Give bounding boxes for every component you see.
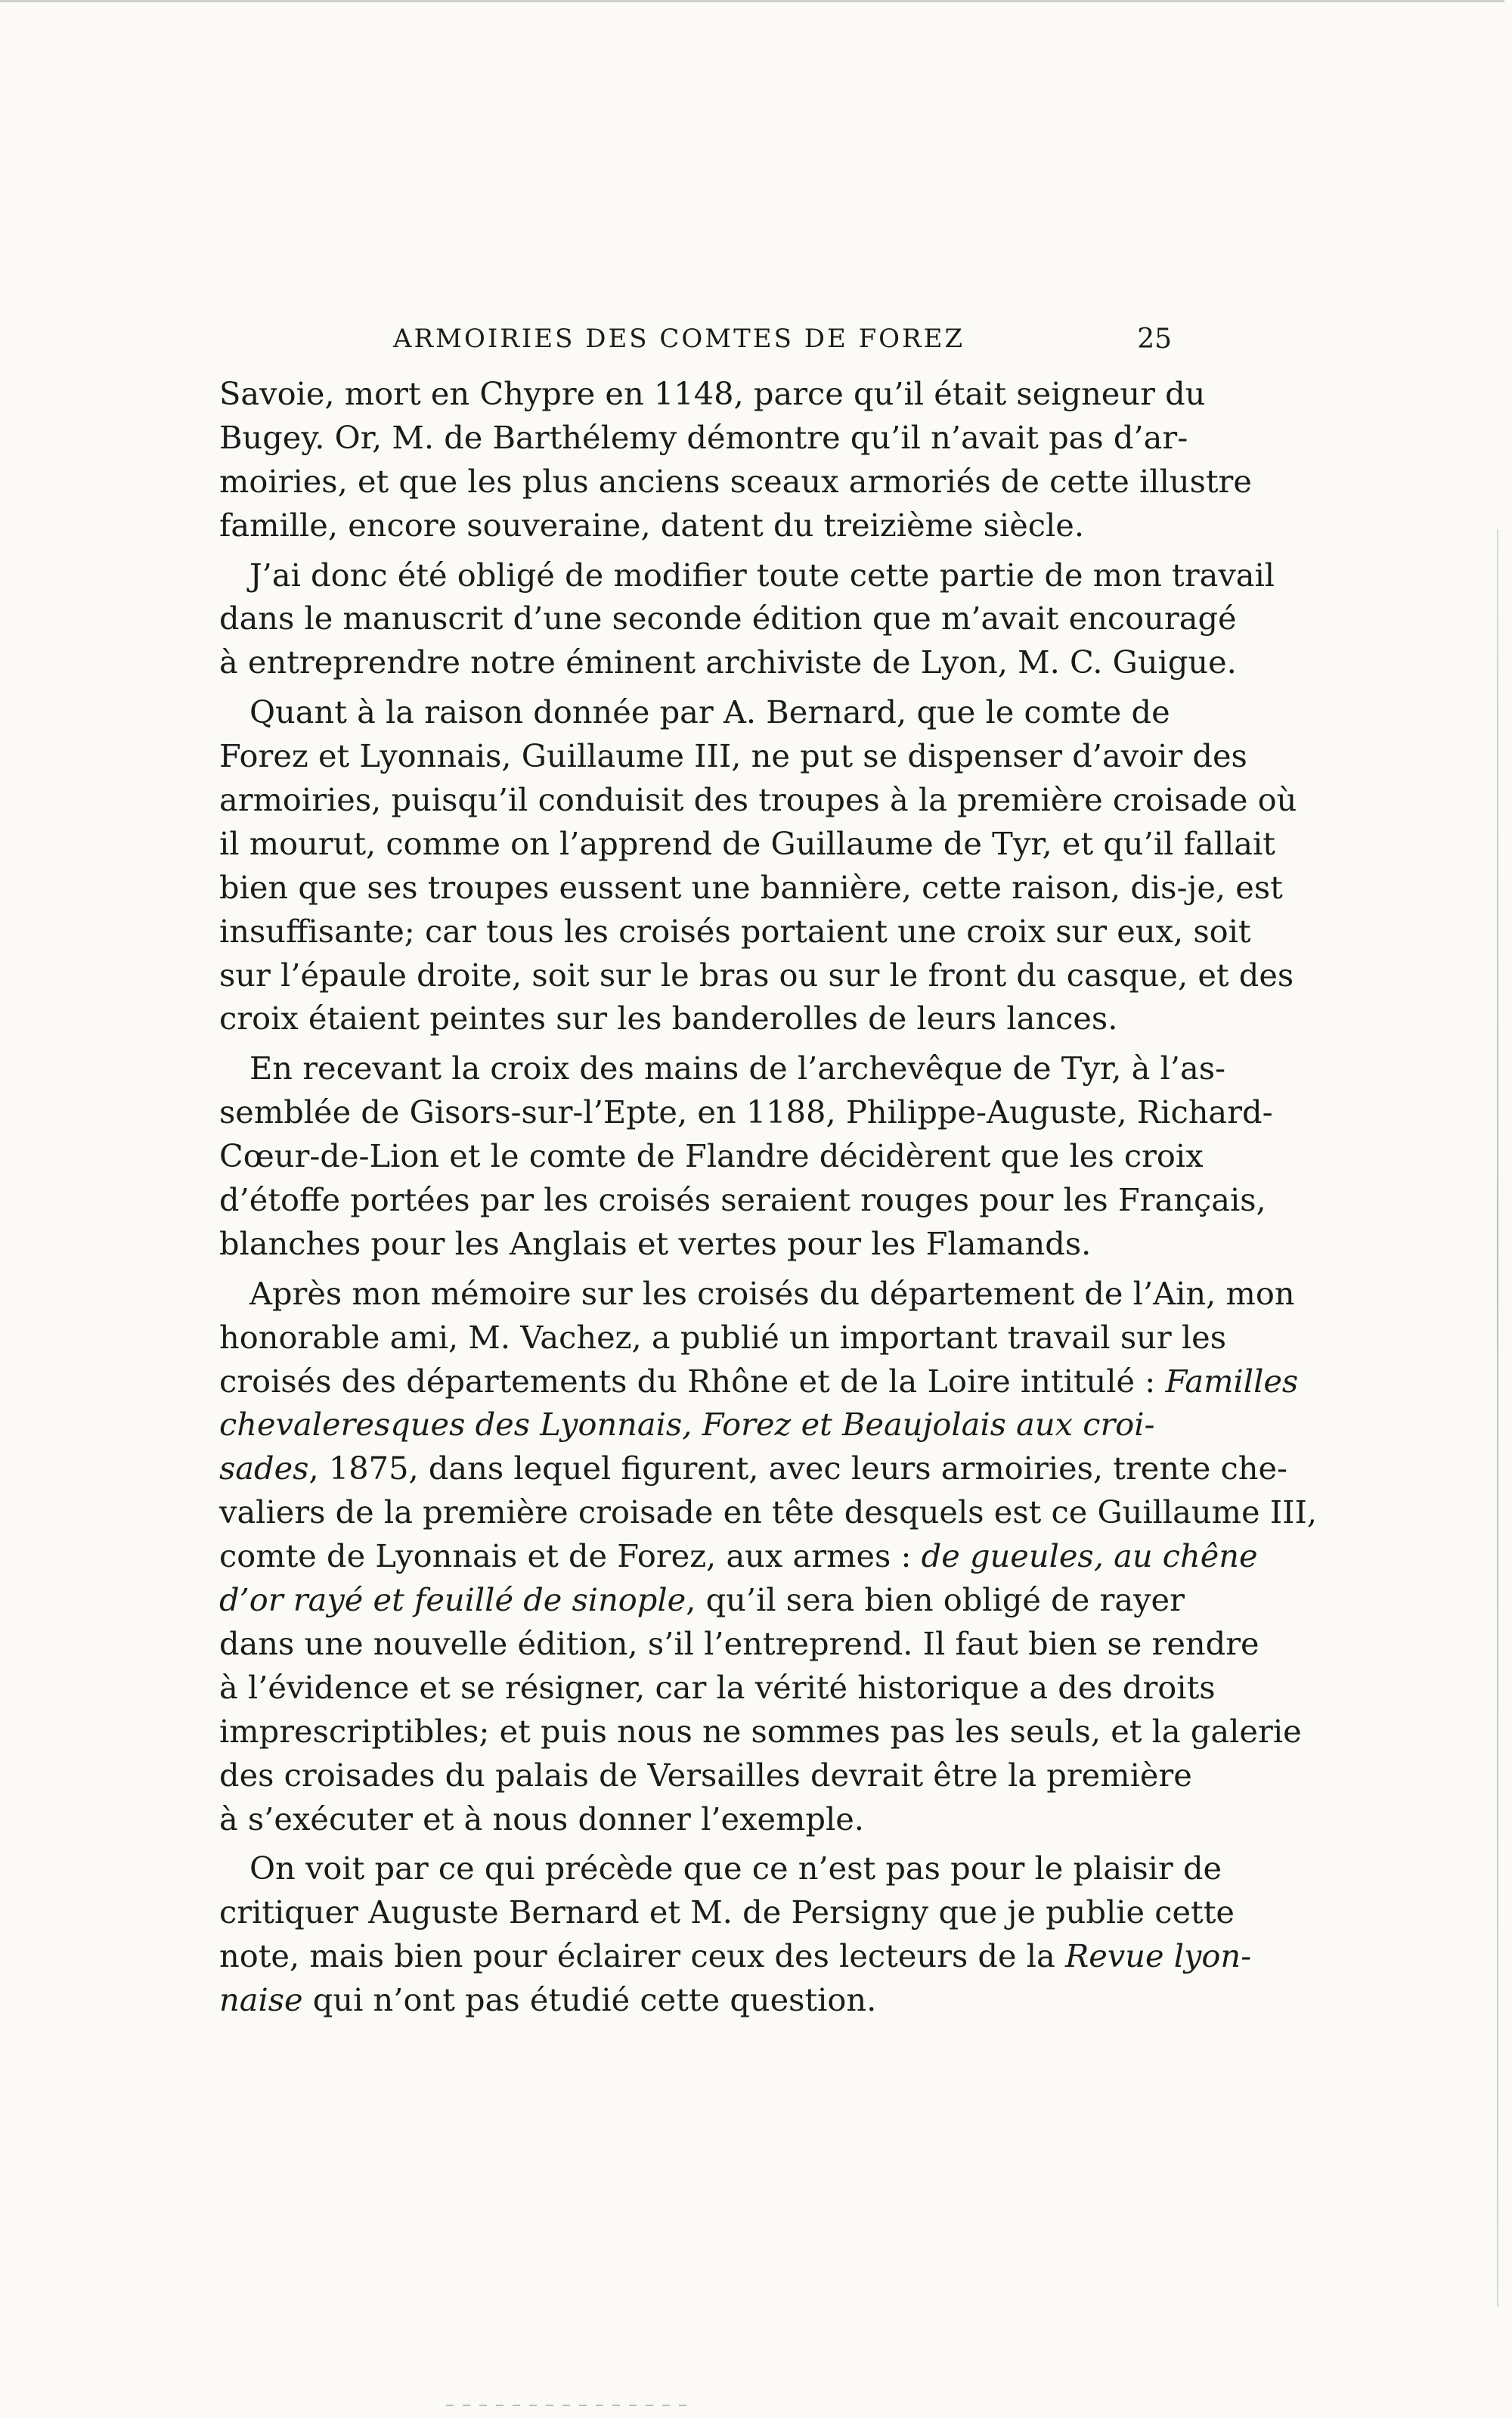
text-line — [219, 1934, 1252, 1978]
text-line: dans le manuscrit d’une seconde édition que m’avait encouragé — [219, 600, 1237, 637]
paragraph-2 — [219, 554, 1275, 685]
paragraph-4 — [219, 1047, 1273, 1265]
text-run: note, mais bien pour éclairer ceux des lecteurs de la — [219, 1937, 1065, 1975]
italic-title: sades — [219, 1450, 309, 1487]
text-run: , qu’il sera bien obligé de rayer — [686, 1581, 1185, 1619]
text-line: insuffisante; car tous les croisés portaient une croix sur eux, soit — [219, 912, 1251, 950]
page-binding-edge — [1497, 529, 1498, 2306]
text-line: croix étaient peintes sur les banderolles de leurs lances. — [219, 1000, 1118, 1037]
text-line: d’étoffe portées par les croisés seraient rouges pour les Français, — [219, 1181, 1266, 1219]
italic-blazon: d’or rayé et feuillé de sinople — [219, 1581, 686, 1619]
text-line — [219, 1447, 1288, 1490]
text-line: Bugey. Or, M. de Barthélemy démontre qu’il n’avait pas d’ar- — [219, 418, 1188, 456]
text-line: valiers de la première croisade en tête desquels est ce Guillaume III, — [219, 1493, 1318, 1531]
text-line: il mourut, comme on l’apprend de Guillaume de Tyr, et qu’il fallait — [219, 824, 1275, 862]
text-line: On voit par ce qui précède que ce n’est pas pour le plaisir de — [249, 1850, 1222, 1887]
text-line — [219, 1578, 1185, 1622]
paragraph-3 — [219, 690, 1297, 1040]
text-line: Quant à la raison donnée par A. Bernard, que le comte de — [249, 693, 1170, 731]
text-line: Après mon mémoire sur les croisés du département de l’Ain, mon — [249, 1274, 1295, 1312]
page-top-edge — [0, 0, 1504, 2]
text-line — [219, 1360, 1299, 1403]
text-line — [219, 1534, 1258, 1578]
text-line: dans une nouvelle édition, s’il l’entreprend. Il faut bien se rendre — [219, 1624, 1259, 1662]
text-run: qui n’ont pas étudié cette question. — [302, 1981, 877, 2019]
italic-journal: naise — [219, 1981, 303, 2019]
text-line: semblée de Gisors-sur-l’Epte, en 1188, Philippe-Auguste, Richard- — [219, 1093, 1273, 1131]
text-line: bien que ses troupes eussent une bannière, cette raison, dis-je, est — [219, 868, 1283, 906]
text-line: des croisades du palais de Versailles devrait être la première — [219, 1756, 1192, 1794]
running-head: ARMOIRIES DES COMTES DE FOREZ — [393, 324, 965, 354]
faint-bleed-through — [446, 2405, 688, 2406]
italic-blazon: de gueules, au chêne — [921, 1537, 1258, 1575]
text-line: En recevant la croix des mains de l’archevêque de Tyr, à l’as- — [249, 1050, 1226, 1087]
page-number: 25 — [1137, 324, 1172, 355]
text-line: moiries, et que les plus anciens sceaux armoriés de cette illustre — [219, 462, 1252, 500]
text-line: Savoie, mort en Chypre en 1148, parce qu’il était seigneur du — [219, 375, 1206, 412]
text-line: famille, encore souveraine, datent du treizième siècle. — [219, 506, 1085, 544]
text-line: honorable ami, M. Vachez, a publié un important travail sur les — [219, 1318, 1227, 1356]
text-run: comte de Lyonnais et de Forez, aux armes : — [219, 1537, 922, 1575]
text-line: à s’exécuter et à nous donner l’exemple. — [219, 1800, 864, 1838]
page-header — [393, 324, 1172, 369]
text-line: critiquer Auguste Bernard et M. de Persigny que je publie cette — [219, 1893, 1235, 1931]
text-run: , 1875, dans lequel figurent, avec leurs armoiries, trente che- — [308, 1450, 1288, 1487]
text-line: Forez et Lyonnais, Guillaume III, ne put se dispenser d’avoir des — [219, 737, 1247, 775]
text-line: blanches pour les Anglais et vertes pour les Flamands. — [219, 1224, 1092, 1262]
text-line: sur l’épaule droite, soit sur le bras ou sur le front du casque, et des — [219, 956, 1294, 994]
paragraph-6 — [219, 1847, 1252, 2022]
text-line: à l’évidence et se résigner, car la vérité historique a des droits — [219, 1668, 1216, 1706]
text-line — [219, 1403, 1155, 1447]
text-run: croisés des départements du Rhône et de la Loire intitulé : — [219, 1362, 1166, 1400]
paragraph-5 — [219, 1272, 1318, 1841]
text-line: J’ai donc été obligé de modifier toute cette partie de mon travail — [249, 556, 1275, 594]
italic-journal: Revue lyon- — [1064, 1937, 1252, 1975]
italic-title: Familles — [1165, 1362, 1299, 1400]
text-line: armoiries, puisqu’il conduisit des troupes à la première croisade où — [219, 781, 1297, 819]
text-line — [219, 1978, 1149, 2022]
paragraph-1 — [219, 372, 1252, 547]
text-line: à entreprendre notre éminent archiviste de Lyon, M. C. Guigue. — [219, 644, 1237, 681]
text-line: imprescriptibles; et puis nous ne sommes pas les seuls, et la galerie — [219, 1712, 1302, 1750]
body-text — [219, 372, 1318, 2022]
italic-title: chevaleresques des Lyonnais, Forez et Beaujolais aux croi- — [219, 1406, 1155, 1444]
text-line: Cœur-de-Lion et le comte de Flandre décidèrent que les croix — [219, 1137, 1204, 1175]
